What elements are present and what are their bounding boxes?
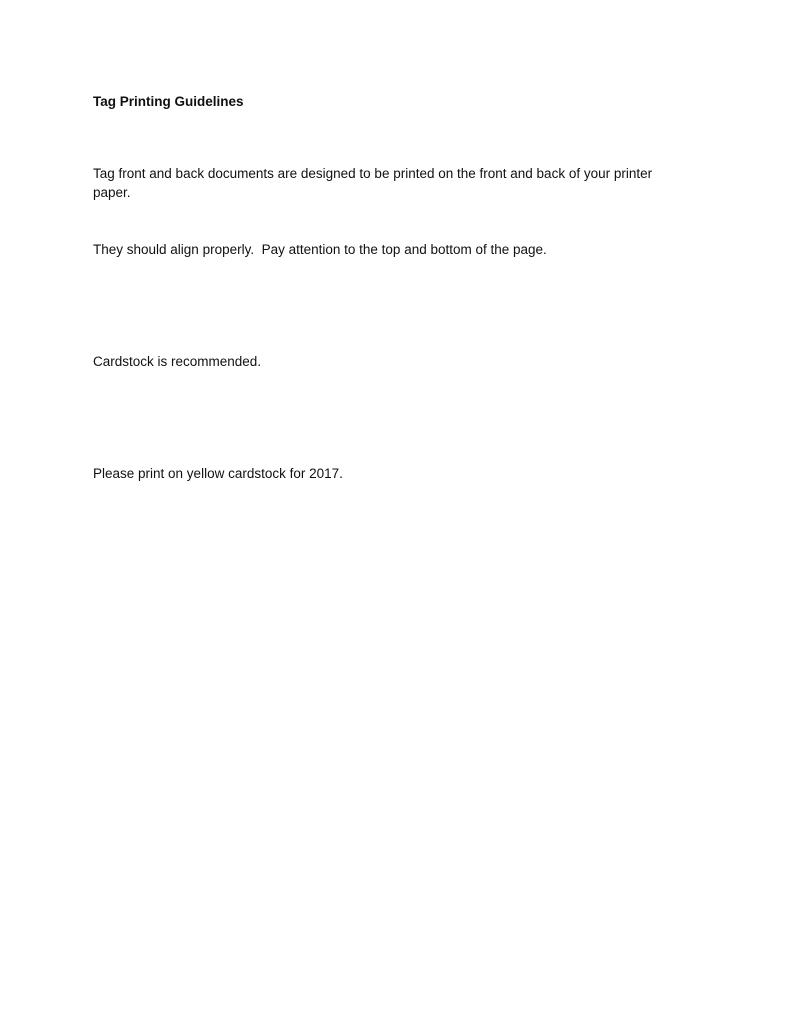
paragraph-line: Cardstock is recommended. — [93, 354, 262, 369]
paragraph-line: Tag front and back documents are designed to be printed on the front and back of your printer paper. — [93, 166, 656, 200]
document-heading: Tag Printing Guidelines — [93, 94, 244, 109]
paragraph-printing-instructions — [93, 126, 691, 297]
paragraph-line: They should align properly. Pay attention to the top and bottom of the page. — [93, 242, 547, 257]
paragraph-line: Please print on yellow cardstock for 2017. — [93, 466, 343, 481]
paragraph-yellow-cardstock-note — [93, 426, 691, 521]
paragraph-cardstock-recommendation — [93, 314, 691, 409]
